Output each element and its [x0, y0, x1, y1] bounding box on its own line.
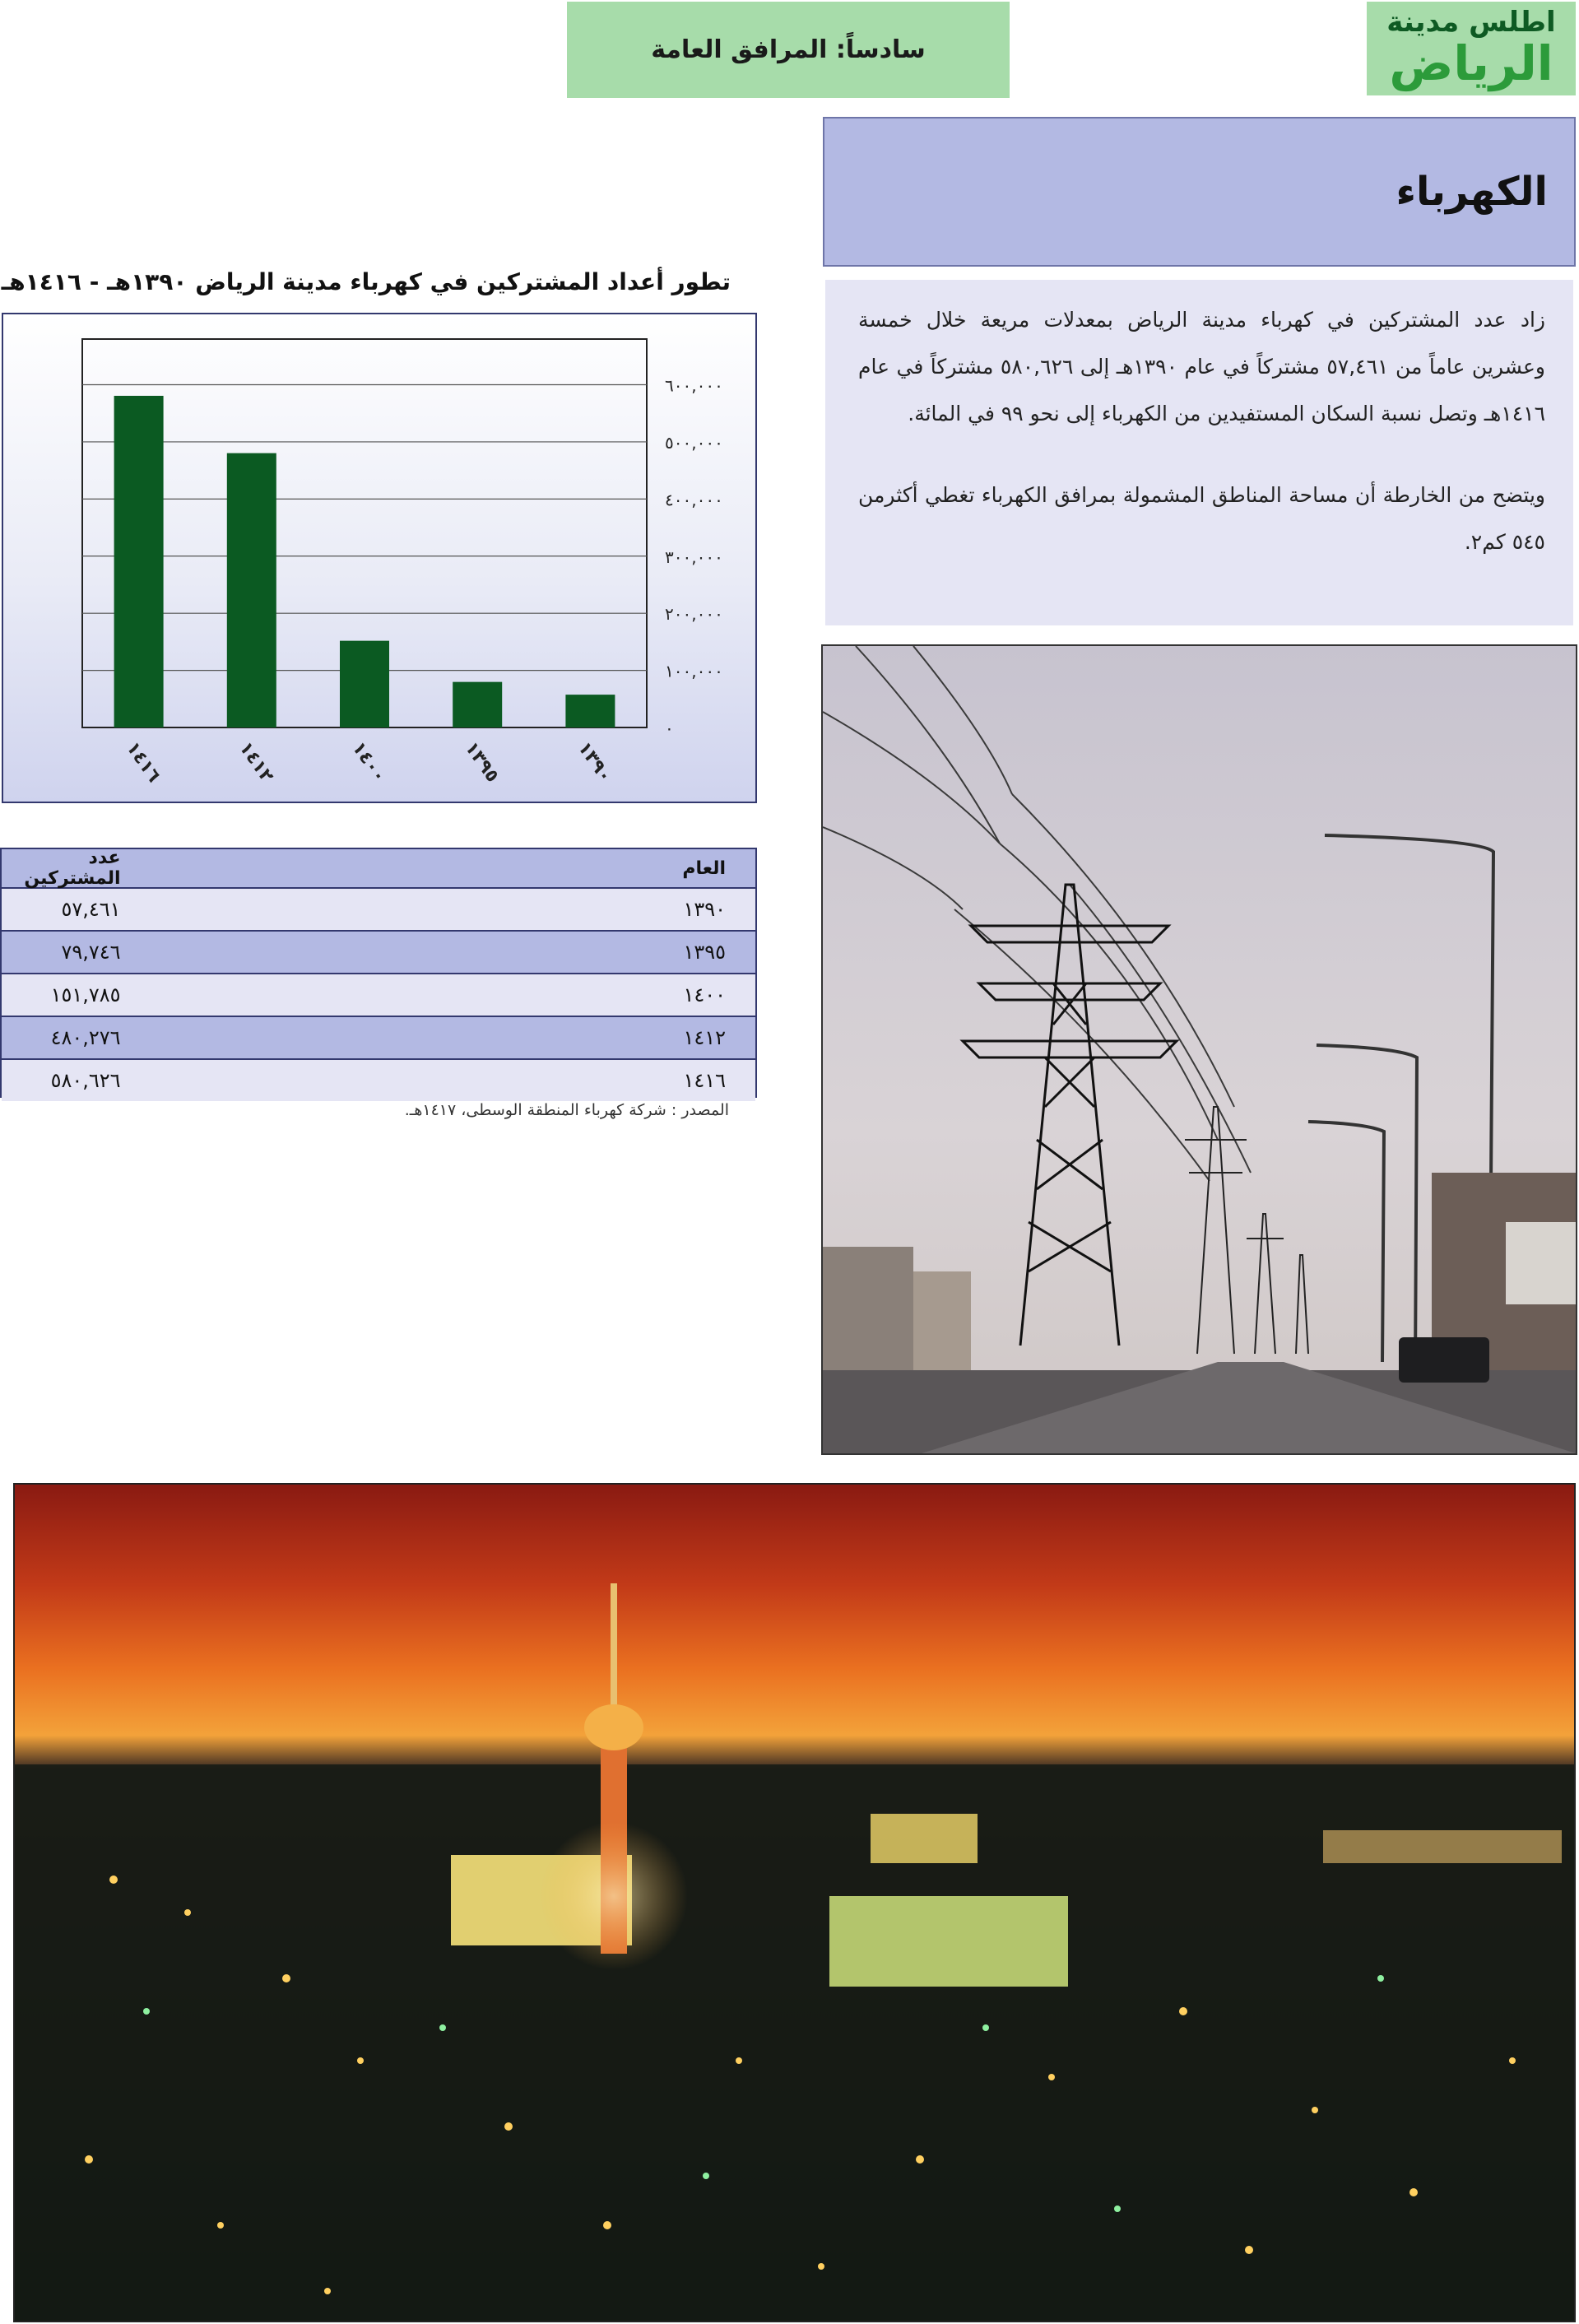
- row-subscribers: ٤٨٠,٢٧٦: [50, 1026, 121, 1049]
- row-subscribers: ٥٧,٤٦١: [61, 898, 121, 921]
- bar-chart: [2, 313, 757, 803]
- bar: [340, 641, 389, 727]
- description-box: [825, 280, 1573, 625]
- power-lines-illustration: [823, 646, 1576, 1453]
- row-year: ١٤١٦: [683, 1069, 726, 1092]
- y-tick-label: ٤٠٠,٠٠٠: [665, 490, 723, 510]
- y-tick-label: ٥٠٠,٠٠٠: [665, 432, 723, 453]
- page-title-box: [823, 117, 1576, 267]
- row-subscribers: ٧٩,٧٤٦: [61, 941, 121, 964]
- row-subscribers: ٥٨٠,٦٢٦: [50, 1069, 121, 1092]
- table-row: [2, 974, 755, 1017]
- bar: [227, 453, 276, 727]
- y-tick-label: ٢٠٠,٠٠٠: [665, 604, 723, 625]
- table-header-row: [2, 849, 755, 889]
- header-year: العام: [682, 858, 726, 879]
- chart-title: تطور أعداد المشتركين في كهرباء مدينة الرياض ١٣٩٠هـ - ١٤١٦هـ: [1, 268, 731, 295]
- x-tick-label: ١٣٩٥: [460, 738, 504, 787]
- bar: [114, 396, 164, 727]
- table-row: [2, 1060, 755, 1101]
- x-tick-label: ١٤٠٠: [347, 738, 390, 787]
- section-banner: [567, 2, 1010, 98]
- atlas-logo: [1367, 2, 1576, 95]
- description-paragraph-2: ويتضح من الخارطة أن مساحة المناطق المشمولة بمرافق الكهرباء تغطي أكثرمن ٥٤٥ كم٢.: [858, 483, 1545, 554]
- logo-line1: اطلس مدينة: [1386, 6, 1556, 39]
- riyadh-night-photo: [13, 1483, 1576, 2322]
- y-tick-label: ٠: [665, 718, 674, 738]
- power-lines-photo: [821, 644, 1577, 1455]
- city-night-illustration: [15, 1485, 1574, 2321]
- bar: [565, 695, 615, 727]
- row-year: ١٣٩٥: [683, 941, 726, 964]
- header-subscribers: عدد المشتركين: [24, 848, 121, 889]
- chart-canvas: [3, 314, 755, 802]
- row-year: ١٤٠٠: [683, 983, 726, 1006]
- row-year: ١٤١٢: [683, 1026, 726, 1049]
- row-year: ١٣٩٠: [683, 898, 726, 921]
- section-title: سادساً: المرافق العامة: [651, 35, 926, 64]
- y-tick-label: ٣٠٠,٠٠٠: [665, 546, 723, 567]
- page-title: الكهرباء: [1396, 169, 1548, 215]
- logo-line2: الرياض: [1389, 35, 1553, 91]
- description-paragraph-1: زاد عدد المشتركين في كهرباء مدينة الرياض بمعدلات مريعة خلال خمسة وعشرين عاماً من ٥٧,٤٦١ مشتركاً في عام ١٣٩٠هـ إلى ٥٨٠,٦٢٦ مشتركاً في عام ١٤١٦هـ وتصل نسبة السكان المستفيدين من الكهرباء إلى نحو ٩٩ في المائة.: [858, 308, 1545, 425]
- x-tick-label: ١٤١٦: [122, 738, 165, 787]
- x-tick-label: ١٣٩٠: [574, 738, 616, 787]
- table-row: [2, 932, 755, 974]
- y-tick-label: ٦٠٠,٠٠٠: [665, 375, 723, 396]
- table-source-note: المصدر : شركة كهرباء المنطقة الوسطى، ١٤١٧هـ.: [404, 1101, 729, 1119]
- y-tick-label: ١٠٠,٠٠٠: [665, 661, 723, 681]
- bar: [453, 682, 502, 727]
- subscribers-table: [0, 848, 757, 1098]
- table-row: [2, 889, 755, 932]
- x-tick-label: ١٤١٢: [235, 738, 277, 787]
- table-row: [2, 1017, 755, 1060]
- row-subscribers: ١٥١,٧٨٥: [50, 983, 121, 1006]
